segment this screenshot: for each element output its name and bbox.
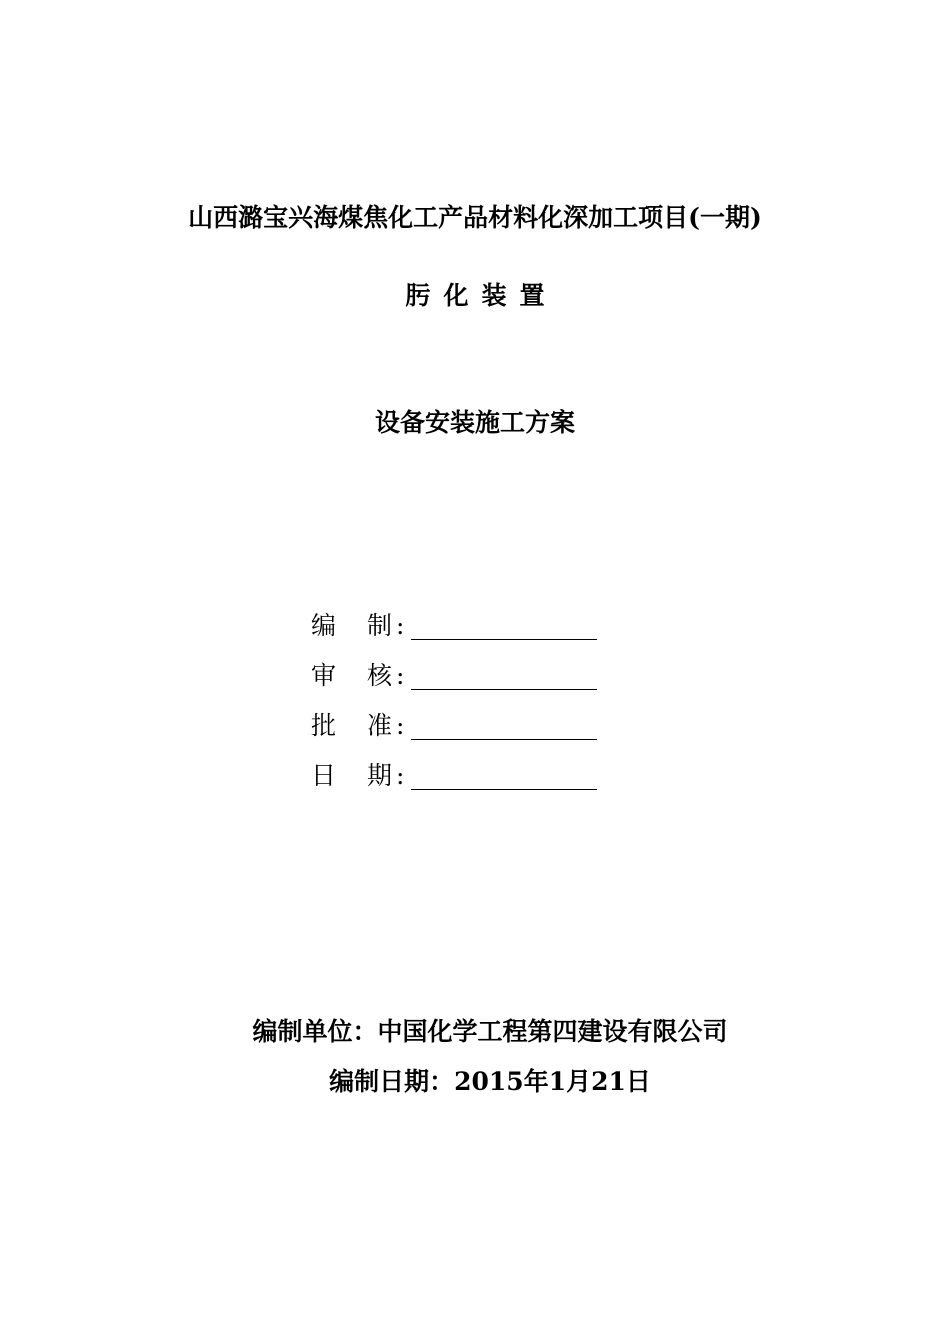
signature-label-char: 日 (311, 761, 337, 790)
signature-row-date (311, 755, 611, 805)
signature-label-char: 核 (367, 661, 393, 690)
signature-label-char: 审 (311, 661, 337, 690)
signature-colon: : (396, 611, 405, 640)
signature-label-char: 期 (367, 761, 393, 790)
signature-row-compiler (311, 605, 611, 655)
signature-label-char: 准 (367, 711, 393, 740)
signature-label-char: 批 (311, 711, 337, 740)
signature-blank-line (411, 789, 597, 790)
document-title: 设备安装施工方案 (374, 408, 575, 437)
signature-colon: : (396, 661, 405, 690)
org-name: 中国化学工程第四建设有限公司 (377, 1017, 728, 1046)
signature-colon: : (396, 711, 405, 740)
compiling-date (0, 1062, 950, 1102)
compiling-organization (0, 1012, 950, 1052)
signature-label-char: 编 (311, 611, 337, 640)
signature-blank-line (411, 689, 597, 690)
date-value: 2015年1月21日 (454, 1067, 651, 1096)
date-label: 编制日期： (329, 1067, 455, 1096)
signature-colon: : (396, 761, 405, 790)
signature-blank-line (411, 739, 597, 740)
unit-title: 肟化装置 (405, 281, 558, 310)
signature-blank-line (411, 639, 597, 640)
signature-block (311, 605, 611, 805)
signature-row-reviewer (311, 655, 611, 705)
project-title: 山西潞宝兴海煤焦化工产品材料化深加工项目(一期) (188, 203, 762, 232)
org-label: 编制单位： (252, 1017, 378, 1046)
signature-row-approver (311, 705, 611, 755)
signature-label-char: 制 (367, 611, 393, 640)
